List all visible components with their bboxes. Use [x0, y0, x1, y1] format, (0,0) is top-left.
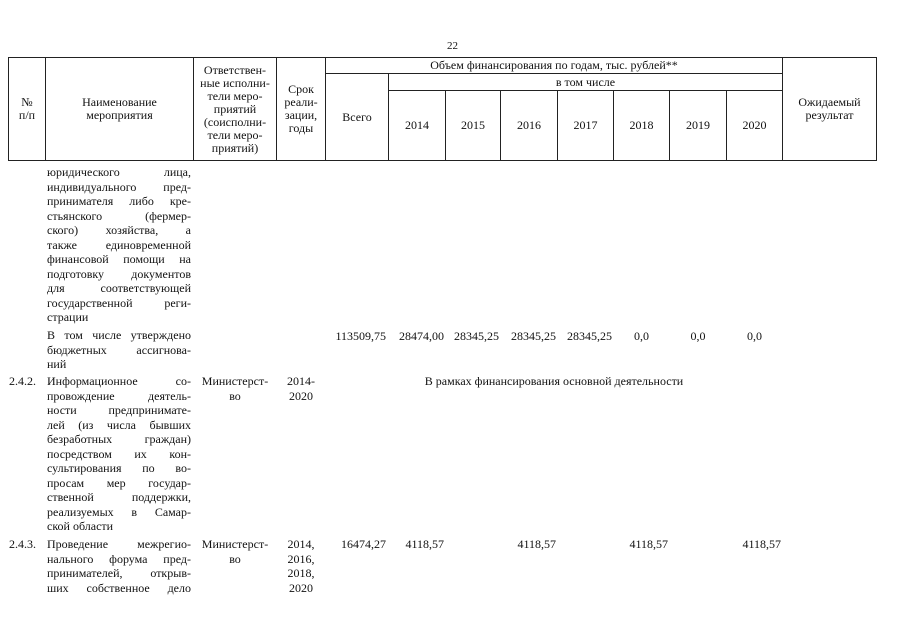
header-year: 2014 [405, 118, 429, 132]
page-number: 22 [447, 40, 458, 52]
row-total: 16474,27 [341, 537, 386, 551]
text-line: ности предпринимате- [47, 403, 191, 417]
header-name: Наименование мероприятия [82, 95, 157, 122]
text-line: также единовременной [47, 237, 191, 252]
header-responsible: Ответствен- ные исполни- тели меро- приятий (соисполни- тели меро- приятий) [200, 62, 270, 155]
row-responsible: Министерст- во [201, 374, 269, 403]
row-value: 4118,57 [517, 537, 556, 551]
row-responsible: Министерст- во [201, 537, 269, 566]
row-financing-note: В рамках финансирования основной деятельности [424, 374, 684, 388]
budget-label [47, 328, 191, 372]
row-name [47, 537, 191, 595]
header-year: 2015 [461, 118, 485, 132]
row-number: 2.4.2. [9, 374, 36, 388]
header-year: 2016 [517, 118, 541, 132]
text-line: лей (из числа бывших [47, 417, 191, 432]
row-term: 2014, 2016, 2018, 2020 [287, 537, 315, 595]
budget-value: 28345,25 [454, 329, 499, 343]
text-line: финансовой помощи на [47, 252, 191, 266]
text-line: индивидуального пред- [47, 179, 191, 194]
budget-value: 0,0 [690, 329, 706, 343]
budget-value: 28345,25 [511, 329, 556, 343]
text-line: юридического лица, [47, 165, 191, 179]
header-including: в том числе [555, 74, 616, 89]
text-line: принимателей, открыв- [47, 566, 191, 580]
text-line: сультирования по во- [47, 461, 191, 475]
row-value: 4118,57 [742, 537, 781, 551]
text-line: для соответствующей [47, 281, 191, 295]
text-line: подготовку документов [47, 266, 191, 281]
budget-value: 28474,00 [399, 329, 444, 343]
text-line: ний [47, 357, 67, 371]
header-financing: Объем финансирования по годам, тыс. рублей** [430, 58, 678, 72]
header-result: Ожидаемый результат [798, 95, 861, 122]
header-year: 2020 [742, 118, 767, 132]
row-value: 4118,57 [405, 537, 444, 551]
text-line: принимателя либо кре- [47, 194, 191, 208]
row-value: 4118,57 [629, 537, 668, 551]
header-number: № п/п [18, 95, 36, 122]
text-line: государственной реги- [47, 295, 191, 310]
text-line: ского) хозяйства, а [47, 223, 191, 237]
budget-total: 113509,75 [335, 329, 386, 343]
budget-value: 28345,25 [567, 329, 612, 343]
text-line: ской области [47, 519, 114, 533]
text-line: Проведение межрегио- [47, 537, 191, 551]
text-line: стьянского (фермер- [47, 208, 191, 223]
row-term: 2014- 2020 [287, 374, 315, 403]
budget-value: 0,0 [634, 329, 649, 343]
continuation-text [47, 165, 191, 325]
header-year: 2017 [573, 118, 598, 132]
text-line: страции [47, 310, 89, 324]
text-line: ших собственное дело [47, 580, 191, 595]
budget-value: 0,0 [747, 329, 762, 343]
header-year: 2018 [629, 118, 654, 132]
header-total: Всего [342, 109, 372, 124]
text-line: безработных граждан) [47, 432, 191, 446]
row-name [47, 374, 191, 534]
text-line: бюджетных ассигнова- [47, 342, 191, 357]
text-line: провождение деятель- [47, 388, 191, 403]
header-term: Срок реали- зации, годы [284, 82, 318, 135]
text-line: нального форума пред- [47, 551, 191, 566]
text-line: посредством их кон- [47, 446, 191, 461]
text-line: просам мер государ- [47, 475, 191, 490]
text-line: Информационное со- [47, 374, 191, 388]
text-line: реализуемых в Самар- [47, 504, 191, 519]
header-year: 2019 [686, 118, 710, 132]
row-number: 2.4.3. [9, 537, 36, 551]
text-line: В том числе утверждено [47, 328, 191, 342]
text-line: ственной поддержки, [47, 490, 191, 504]
